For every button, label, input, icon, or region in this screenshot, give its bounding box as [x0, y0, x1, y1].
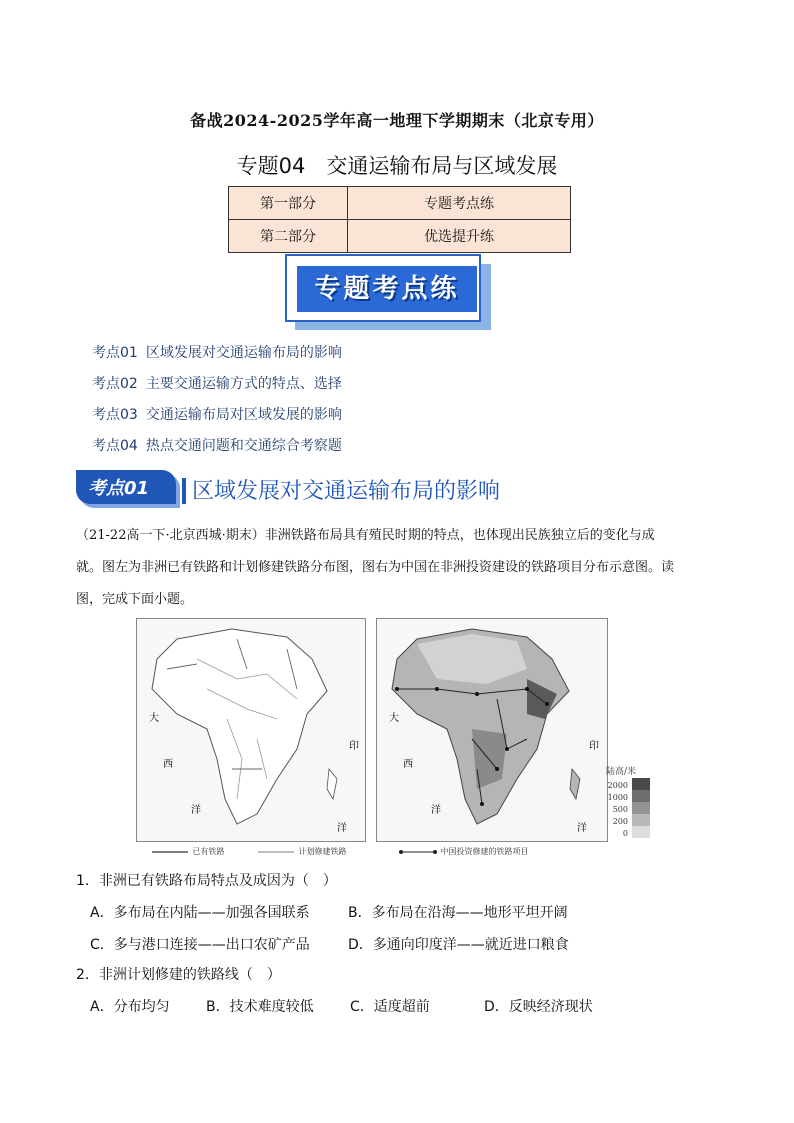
legend-swatch [632, 826, 650, 838]
kaodian-item [92, 373, 342, 393]
legend-value: 1000 [607, 793, 628, 802]
option: B．多布局在沿海——地形平坦开阔 [348, 905, 568, 921]
railway-map-right [376, 618, 608, 842]
kaodian-text: 区域发展对交通运输布局的影响 [145, 345, 342, 361]
elevation-legend-swatches [632, 778, 650, 838]
table-row [229, 220, 571, 253]
part-label: 第二部分 [229, 220, 348, 253]
map-label: 印 [589, 741, 599, 752]
map-label: 洋 [577, 823, 587, 834]
section-banner [285, 254, 493, 332]
document-title: 备战2024-2025学年高一地理下学期期末（北京专用） [190, 111, 604, 130]
option: C．多与港口连接——出口农矿产品 [90, 937, 310, 953]
legend-value: 200 [612, 817, 628, 826]
question-stem: 2．非洲计划修建的铁路线（ ） [76, 967, 281, 983]
kaodian-text: 主要交通运输方式的特点、选择 [145, 376, 342, 392]
elevation-legend-title: 陆高/米 [606, 767, 637, 777]
option: A．多布局在内陆——加强各国联系 [90, 905, 310, 921]
section-title: 区域发展对交通运输布局的影响 [192, 479, 501, 504]
kaodian-text: 交通运输布局对区域发展的影响 [145, 407, 342, 423]
kaodian-item [92, 342, 342, 362]
africa-relief-right [377, 619, 607, 841]
kaodian-text: 热点交通问题和交通综合考察题 [145, 438, 342, 454]
option: D．反映经济现状 [484, 999, 593, 1015]
legend-planned-railway [256, 846, 347, 857]
legend-value: 0 [622, 829, 628, 838]
elevation-legend-values [606, 780, 628, 840]
legend-label: 计划修建铁路 [298, 847, 347, 856]
map-label: 大 [389, 713, 399, 724]
legend-label: 已有铁路 [192, 847, 225, 856]
option: B．技术难度较低 [206, 999, 314, 1015]
passage-line: 图，完成下面小题。 [76, 592, 194, 607]
passage-line: 就。图左为非洲已有铁路和计划修建铁路分布图，图右为中国在非洲投资建设的铁路项目分布示意图。读 [76, 560, 675, 575]
section-tab-label: 考点01 [88, 478, 150, 499]
option: D．多通向印度洋——就近进口粮食 [348, 937, 569, 953]
map-label: 洋 [337, 823, 347, 834]
part-name: 优选提升练 [348, 220, 571, 253]
map-figure [136, 618, 656, 858]
table-row [229, 187, 571, 220]
map-label: 洋 [431, 805, 441, 816]
banner-frame [285, 254, 481, 322]
legend-swatch [632, 802, 650, 814]
legend-existing-railway [150, 846, 225, 857]
map-label: 印 [349, 741, 359, 752]
legend-swatch [632, 814, 650, 826]
map-label: 大 [149, 713, 159, 724]
kaodian-item [92, 435, 342, 455]
section-divider [182, 478, 186, 504]
map-label: 西 [163, 759, 173, 770]
legend-swatch [632, 790, 650, 802]
section-tab [76, 470, 182, 506]
kaodian-num: 考点03 [92, 407, 138, 423]
map-label: 洋 [191, 805, 201, 816]
option: A．分布均匀 [90, 999, 170, 1015]
kaodian-num: 考点01 [92, 345, 138, 361]
question-stem: 1．非洲已有铁路布局特点及成因为（ ） [76, 873, 337, 889]
africa-outline-left [137, 619, 365, 841]
legend-swatch [632, 778, 650, 790]
part-name: 专题考点练 [348, 187, 571, 220]
railway-map-left [136, 618, 366, 842]
option: C．适度超前 [350, 999, 430, 1015]
topic-title: 专题04 交通运输布局与区域发展 [236, 154, 558, 178]
banner-text: 专题考点练 [297, 266, 477, 312]
legend-label: 中国投资修建的铁路项目 [440, 847, 529, 856]
passage-line: （21-22高一下·北京西城·期末）非洲铁路布局具有殖民时期的特点，也体现出民族独立后的变化与成 [76, 528, 655, 543]
parts-table [228, 186, 571, 253]
map-label: 西 [403, 759, 413, 770]
kaodian-item [92, 404, 342, 424]
legend-china-project [398, 846, 529, 857]
part-label: 第一部分 [229, 187, 348, 220]
kaodian-num: 考点02 [92, 376, 138, 392]
legend-value: 2000 [607, 781, 628, 790]
kaodian-num: 考点04 [92, 438, 138, 454]
legend-value: 500 [612, 805, 628, 814]
